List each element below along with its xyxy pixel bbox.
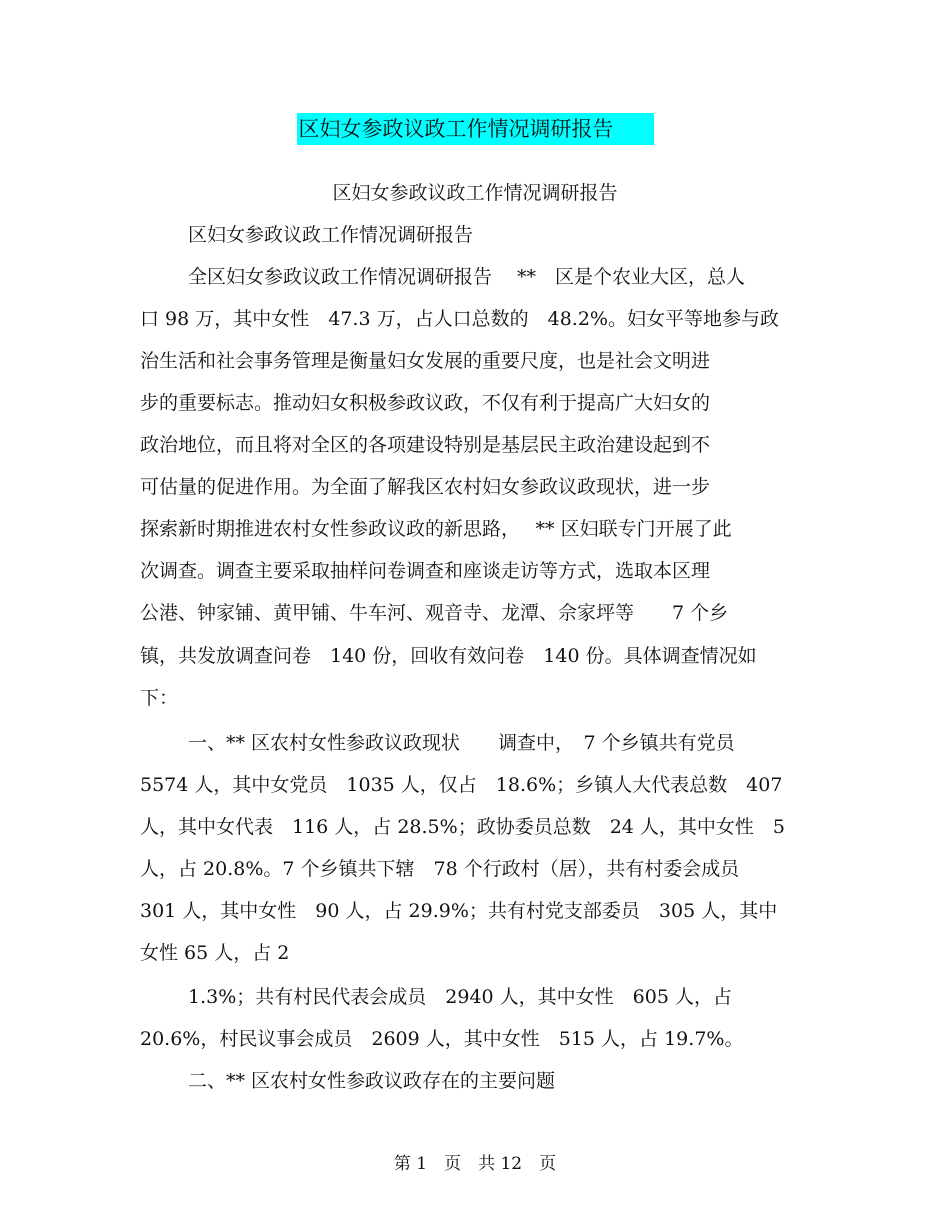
- paragraph-line: 步的重要标志。推动妇女积极参政议政，不仅有利于提高广大妇女的: [140, 392, 711, 414]
- paragraph-line: 下：: [140, 687, 179, 709]
- title-wrap: [0, 113, 950, 145]
- paragraph-line: 治生活和社会事务管理是衡量妇女发展的重要尺度，也是社会文明进: [140, 350, 711, 372]
- document-title: 区妇女参政议政工作情况调研报告: [297, 113, 654, 145]
- paragraph-line: 区妇女参政议政工作情况调研报告: [188, 224, 474, 246]
- paragraph-line: 政治地位，而且将对全区的各项建设特别是基层民主政治建设起到不: [140, 434, 711, 456]
- page-footer: 第 1 页 共 12 页: [393, 1154, 557, 1174]
- paragraph-line: 镇，共发放调查问卷 140 份，回收有效问卷 140 份。具体调查情况如: [140, 645, 757, 667]
- paragraph-line: 次调查。调查主要采取抽样问卷调查和座谈走访等方式，选取本区理: [140, 560, 711, 582]
- document-subtitle: 区妇女参政议政工作情况调研报告: [332, 182, 618, 204]
- paragraph-line: 20.6%，村民议事会成员 2609 人，其中女性 515 人，占 19.7%。: [140, 1028, 744, 1050]
- paragraph-line: 全区妇女参政议政工作情况调研报告 ** 区是个农业大区，总人: [188, 266, 746, 288]
- paragraph-line: 女性 65 人，占 2: [140, 942, 290, 964]
- paragraph-line: 1.3%；共有村民代表会成员 2940 人，其中女性 605 人，占: [188, 986, 732, 1008]
- section-heading: 一、** 区农村女性参政议政现状 调查中， 7 个乡镇共有党员: [188, 732, 735, 754]
- paragraph-line: 301 人，其中女性 90 人，占 29.9%；共有村党支部委员 305 人，其中: [140, 900, 778, 922]
- paragraph-line: 口 98 万，其中女性 47.3 万，占人口总数的 48.2%。妇女平等地参与政: [140, 308, 779, 330]
- paragraph-line: 公港、钟家铺、黄甲铺、牛车河、观音寺、龙潭、佘家坪等 7 个乡: [140, 602, 729, 624]
- paragraph-line: 人，其中女代表 116 人，占 28.5%；政协委员总数 24 人，其中女性 5: [140, 816, 786, 838]
- paragraph-line: 5574 人，其中女党员 1035 人，仅占 18.6%；乡镇人大代表总数 407: [140, 774, 783, 796]
- paragraph-line: 探索新时期推进农村女性参政议政的新思路， ** 区妇联专门开展了此: [140, 518, 732, 540]
- paragraph-line: 人，占 20.8%。7 个乡镇共下辖 78 个行政村（居），共有村委会成员: [140, 858, 740, 880]
- section-heading: 二、** 区农村女性参政议政存在的主要问题: [188, 1070, 556, 1092]
- paragraph-line: 可估量的促进作用。为全面了解我区农村妇女参政议政现状，进一步: [140, 476, 711, 498]
